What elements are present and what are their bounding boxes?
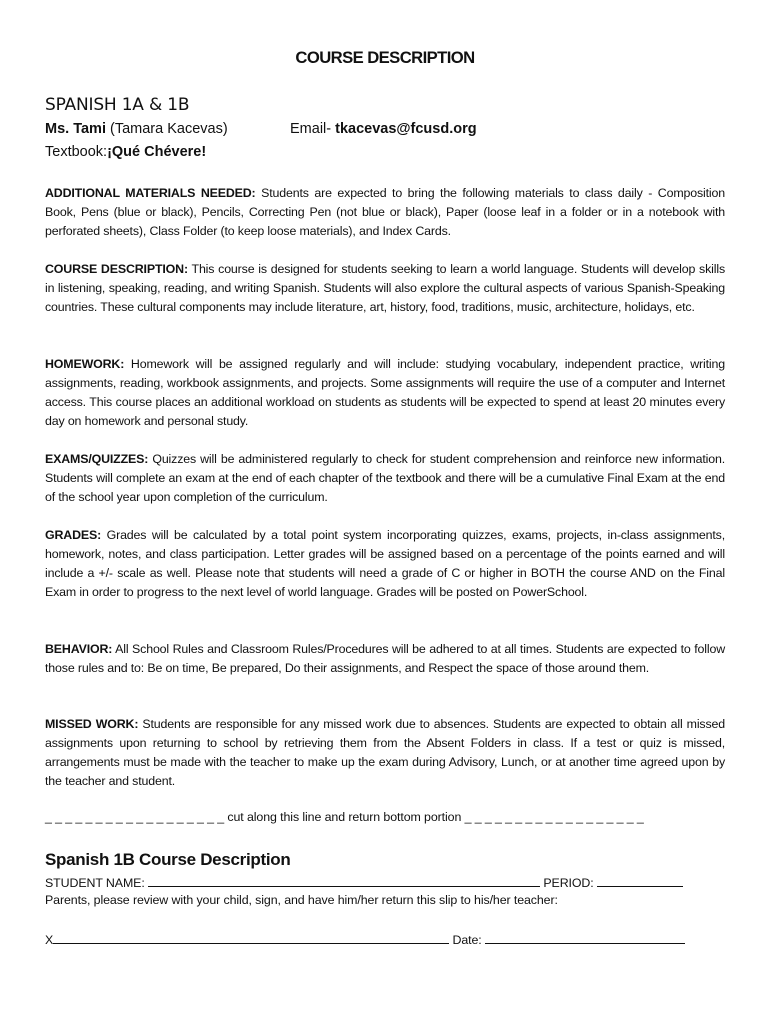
cut-line [45,810,725,824]
teacher-line [45,121,228,137]
signature-row [45,931,685,947]
course-name: SPANISH 1A & 1B [45,95,190,115]
textbook-label: Textbook: [45,144,108,160]
teacher-fullname: (Tamara Kacevas) [105,121,228,137]
section-grades [45,526,725,602]
date-label: Date: [452,933,482,947]
period-field[interactable] [597,874,683,887]
section-text: This course is designed for students seeking to learn a world language. Students will develop skills in listening, speaking, reading, and writing Spanish. Students will also explore the cultural aspects of various Spanish-Speaking countries. These cultural components may include literature, art, history, food, traditions, music, architecture, holidays, etc. [45,262,725,314]
section-heading: HOMEWORK: [45,357,125,371]
slip-title: Spanish 1B Course Description [45,850,291,869]
section-text: All School Rules and Classroom Rules/Procedures will be adhered to at all times. Students are expected to follow those rules and to: Be on time, Be prepared, Do their assignments, and Respect the space of those around them. [45,642,725,675]
section-behavior [45,640,725,678]
section-heading: ADDITIONAL MATERIALS NEEDED: [45,186,256,200]
period-label: PERIOD: [543,876,594,890]
cut-dashes-right: _ _ _ _ _ _ _ _ _ _ _ _ _ _ _ _ _ _ [464,810,644,824]
signature-label: X [45,933,54,947]
textbook-line [45,144,206,160]
section-text: Students are responsible for any missed work due to absences. Students are expected to obtain all missed assignments upon returning to school by retrieving them from the Absent Folders in class. If a test or quiz is missed, arrangements must be made with the teacher to make up the exam during Advisory, Lunch, or at another time agreed upon by the teacher and student. [45,717,725,788]
section-heading: EXAMS/QUIZZES: [45,452,149,466]
slip-instructions: Parents, please review with your child, sign, and have him/her return this slip to his/her teacher: [45,893,558,907]
section-heading: MISSED WORK: [45,717,139,731]
section-text: Quizzes will be administered regularly to check for student comprehension and reinforce new information. Students will complete an exam at the end of each chapter of the textbook and there will be a cumulative Final Exam at the end of the school year upon completion of the curriculum. [45,452,725,504]
section-exams [45,450,725,507]
signature-field[interactable] [53,931,449,944]
date-field[interactable] [485,931,685,944]
cut-instruction: cut along this line and return bottom portion [224,810,465,824]
student-info-row [45,874,683,890]
email-address[interactable]: tkacevas@fcusd.org [335,121,477,137]
section-homework [45,355,725,431]
email-line [290,121,477,137]
section-heading: COURSE DESCRIPTION: [45,262,188,276]
section-course-description [45,260,725,317]
section-missed-work [45,715,725,791]
section-materials [45,184,725,241]
section-text: Grades will be calculated by a total point system incorporating quizzes, exams, projects, in-class assignments, homework, notes, and class participation. Letter grades will be assigned based on a percentage of the points earned and will include a +/- scale as well. Please note that students will need a grade of C or higher in BOTH the course AND on the Final Exam in order to progress to the next level of world language. Grades will be posted on PowerSchool. [45,528,725,599]
section-heading: BEHAVIOR: [45,642,113,656]
student-name-field[interactable] [148,874,540,887]
section-text: Students are expected to bring the following materials to class daily - Composition Book, Pens (blue or black), Pencils, Correcting Pen (not blue or black), Paper (loose leaf in a folder or in a notebook with perforated sheets), Class Folder (to keep loose materials), and Index Cards. [45,186,725,238]
teacher-label: Ms. Tami [45,121,106,137]
textbook-title: ¡Qué Chévere! [107,144,207,160]
section-text: Homework will be assigned regularly and will include: studying vocabulary, independent practice, writing assignments, reading, workbook assignments, and projects. Some assignments will require the use of a computer and Internet access. This course places an additional workload on students as students will be expected to spend at least 20 minutes every day on homework and personal study. [45,357,725,428]
page-title: COURSE DESCRIPTION [295,48,475,67]
email-label: Email- [290,121,336,137]
cut-dashes-left: _ _ _ _ _ _ _ _ _ _ _ _ _ _ _ _ _ _ [45,810,225,824]
student-name-label: STUDENT NAME: [45,876,145,890]
section-heading: GRADES: [45,528,102,542]
